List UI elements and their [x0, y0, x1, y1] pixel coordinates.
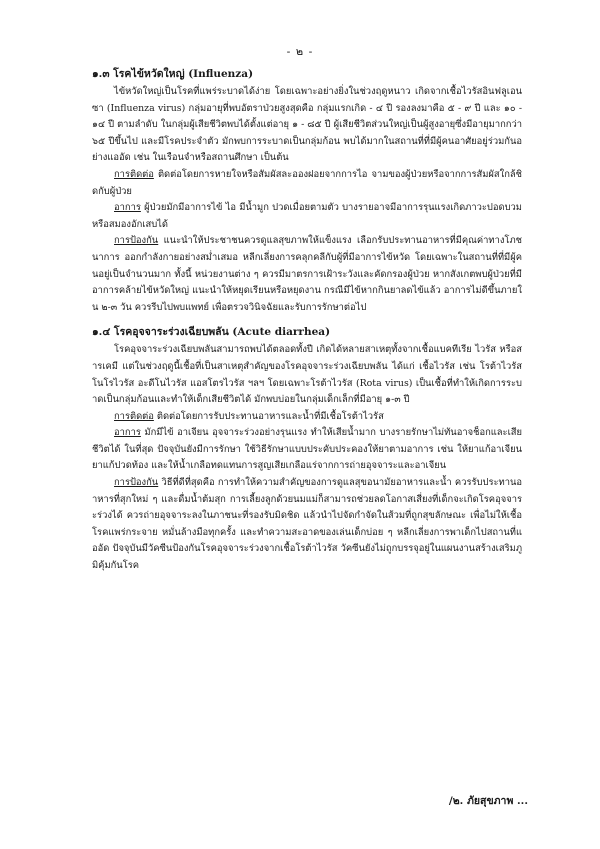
paragraph-transmission [92, 167, 522, 200]
paragraph-symptoms [92, 200, 522, 233]
paragraph-symptoms [92, 425, 522, 475]
paragraph-transmission [92, 409, 522, 426]
paragraph-prevention [92, 475, 522, 575]
paragraph-text: ผู้ป่วยมักมีอาการไข้ ไอ มีน้ำมูก ปวดเมื่อยตามตัว บางรายอาจมีอาการรุนแรงเกิดภาวะปอดบวมหรือสมองอักเสบได้ [92, 202, 522, 230]
paragraph-intro [92, 84, 522, 167]
paragraph-label: อาการ [114, 427, 141, 439]
document-body [92, 66, 522, 575]
paragraph-text: มักมีไข้ อาเจียน อุจจาระร่วงอย่างรุนแรง ทำให้เสียน้ำมาก บางรายรักษาไม่ทันอาจช็อกและเสียชีวิตได้ ในที่สุด ปัจจุบันยังมีการรักษา ใช้วิธีรักษาแบบประคับประคองให้ยาตามอาการ เช่น ให้ยาแก้อาเจียน ยาแก้ปวดท้อง และให้น้ำเกลือทดแทนการสูญเสียเกลือแร่จากการถ่ายอุจจาระและอาเจียน [92, 427, 522, 472]
continuation-reference: /๒. ภัยสุขภาพ ... [448, 795, 528, 807]
paragraph-text: แนะนำให้ประชาชนควรดูแลสุขภาพให้แข็งแรง เลือกรับประทานอาหารที่มีคุณค่าทางโภชนาการ ออกกำลังกายอย่างสม่ำเสมอ หลีกเลี่ยงการคลุกคลีกับผู้ที่มีอาการไข้หวัด โดยเฉพาะในสถานที่ที่มีผู้คนอยู่เป็นจำนวนมาก ทั้งนี้ หน่วยงานต่าง ๆ ควรมีมาตรการเฝ้าระวังและคัดกรองผู้ป่วย หากสังเกตพบผู้ป่วยที่มีอาการคล้ายไข้หวัดใหญ่ แนะนำให้หยุดเรียนหรือหยุดงาน กรณีมีไข้หากกินยาลดไข้แล้ว อาการไม่ดีขึ้นภายใน ๒-๓ วัน ควรรีบไปพบแพทย์ เพื่อตรวจวินิจฉัยและรับการรักษาต่อไป [92, 235, 522, 313]
section-heading: ๑.๔ โรคอุจจาระร่วงเฉียบพลัน (Acute diarrhea) [92, 326, 331, 339]
paragraph-intro [92, 342, 522, 408]
paragraph-text: วิธีที่ดีที่สุดคือ การทำให้ความสำคัญของการดูแลสุขอนามัยอาหารและน้ำ ควรรับประทานอาหารที่สุกใหม่ ๆ และดื่มน้ำต้มสุก การเลี้ยงลูกด้วยนมแม่ก็สามารถช่วยลดโอกาสเสี่ยงที่เด็กจะเกิดโรคอุจจาระร่วงได้ ควรถ่ายอุจจาระลงในภาชนะที่รองรับมิดชิด แล้วนำไปจัดกำจัดในส้วมที่ถูกสุขลักษณะ เพื่อไม่ให้เชื้อโรคแพร่กระจาย หมั่นล้างมือทุกครั้ง และทำความสะอาดของเล่นเด็กบ่อย ๆ หลีกเลี่ยงการพาเด็กไปสถานที่แออัด ปัจจุบันมีวัคซีนป้องกันโรคอุจจาระร่วงจากเชื้อโรต้าไวรัส วัคซีนยังไม่ถูกบรรจุอยู่ในแผนงานสร้างเสริมภูมิคุ้มกันโรค [92, 477, 522, 572]
paragraph-text: ติดต่อโดยการหายใจหรือสัมผัสละอองฝอยจากการไอ จามของผู้ป่วยหรือจากการสัมผัสใกล้ชิดกับผู้ป่วย [92, 168, 522, 197]
paragraph-text: ไข้หวัดใหญ่เป็นโรคที่แพร่ระบาดได้ง่าย โดยเฉพาะอย่างยิ่งในช่วงฤดูหนาว เกิดจากเชื้อไวรัสอินฟลูเอนซา (Influenza virus) กลุ่มอายุที่พบอัตราป่วยสูงสุดคือ กลุ่มแรกเกิด - ๔ ปี รองลงมาคือ ๕ - ๙ ปี และ ๑๐ - ๑๔ ปี ตามลำดับ ในกลุ่มผู้เสียชีวิตพบได้ตั้งแต่อายุ ๑ - ๘๕ ปี ผู้เสียชีวิตส่วนใหญ่เป็นผู้สูงอายุซึ่งมีอายุมากกว่า ๖๕ ปีขึ้นไป และมีโรคประจำตัว มักพบการระบาดเป็นกลุ่มก้อน พบได้มากในสถานที่ที่มีผู้คนอาศัยอยู่ร่วมกันอย่างแออัด เช่น ในเรือนจำหรือสถานศึกษา เป็นต้น [92, 86, 522, 164]
paragraph-text: ติดต่อโดยการรับประทานอาหารและน้ำที่มีเชื้อโรต้าไวรัส [153, 410, 384, 422]
page-number: - ๒ - [286, 45, 314, 58]
section-influenza [92, 66, 522, 316]
paragraph-label: การป้องกัน [114, 477, 159, 489]
section-spacer [92, 316, 522, 324]
paragraph-label: การติดต่อ [114, 168, 154, 180]
paragraph-label: การป้องกัน [114, 235, 159, 247]
section-acute-diarrhea [92, 324, 522, 574]
paragraph-label: การติดต่อ [114, 410, 154, 422]
paragraph-label: อาการ [114, 202, 141, 214]
paragraph-prevention [92, 233, 522, 316]
paragraph-text: โรคอุจจาระร่วงเฉียบพลันสามารถพบได้ตลอดทั้งปี เกิดได้หลายสาเหตุทั้งจากเชื้อแบคทีเรีย ไวรัส หรือสารเคมี แต่ในช่วงฤดูนี้เชื้อที่เป็นสาเหตุสำคัญของโรคอุจจาระร่วงเฉียบพลัน ได้แก่ เชื้อไวรัส เช่น โรต้าไวรัส โนโรไวรัส อะดีโนไวรัส แอสโตรไวรัส ฯลฯ โดยเฉพาะโรต้าไวรัส (Rota virus) เป็นเชื้อที่ทำให้เกิดการระบาดเป็นกลุ่มก้อนและทำให้เด็กเสียชีวิตได้ มักพบบ่อยในกลุ่มเด็กเล็กที่มีอายุ ๑-๓ ปี [92, 344, 522, 406]
section-heading: ๑.๓ โรคไข้หวัดใหญ่ (Influenza) [92, 68, 254, 80]
